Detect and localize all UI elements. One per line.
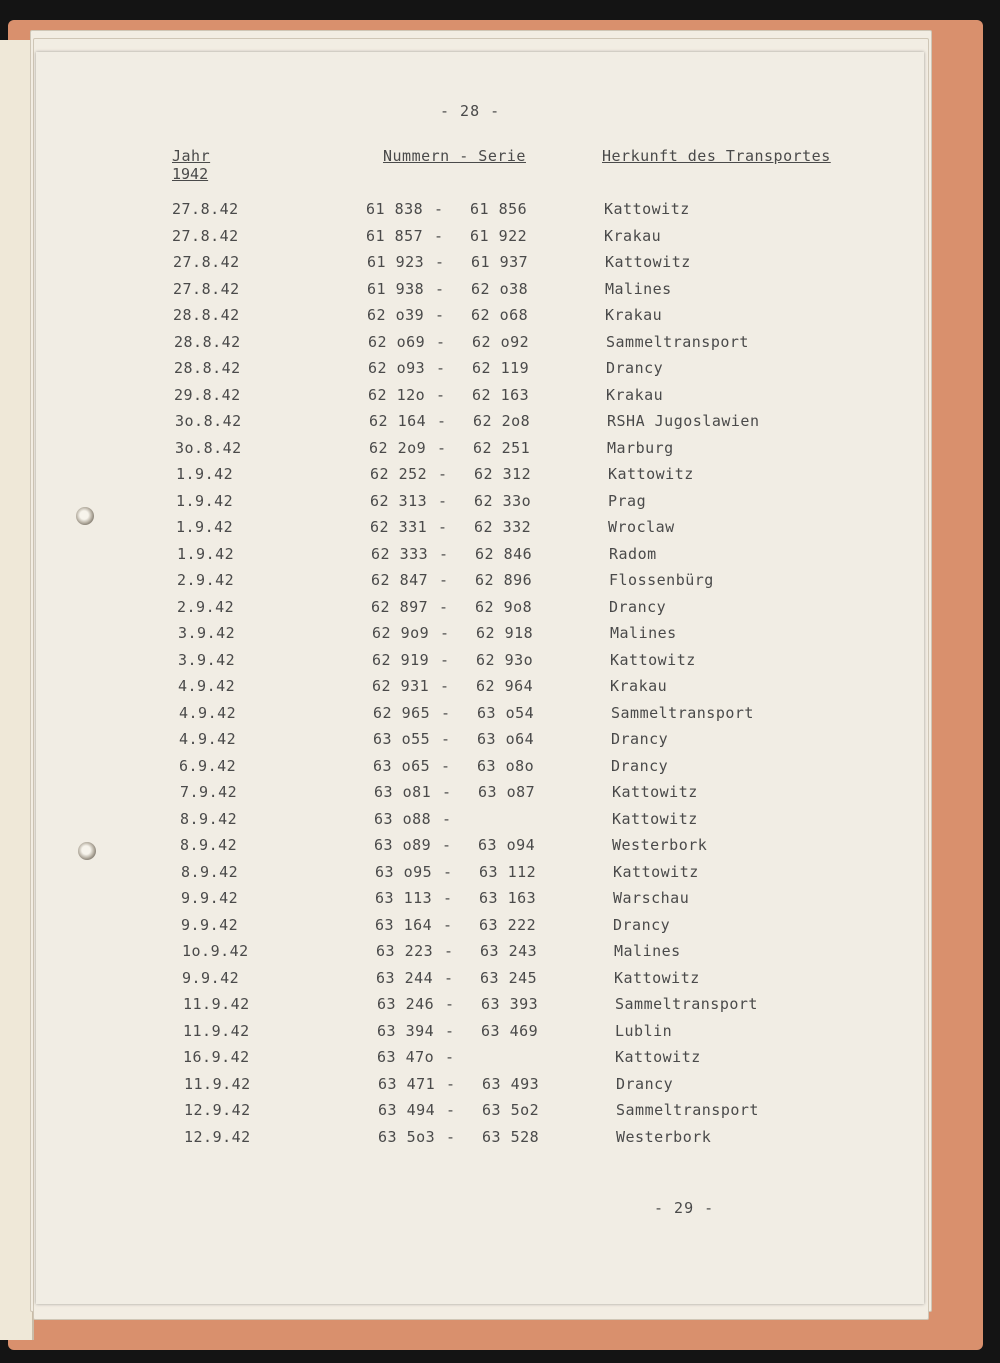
number-from-cell: 63 o88 <box>374 809 432 828</box>
table-row <box>37 253 925 279</box>
number-to-cell: 62 o68 <box>471 306 529 324</box>
date-cell: 9.9.42 <box>181 889 239 907</box>
origin-cell: Kattowitz <box>613 862 699 881</box>
range-dash: - <box>435 306 445 324</box>
table-row <box>43 757 931 783</box>
number-to-cell: 62 119 <box>472 359 530 377</box>
table-row <box>46 969 934 995</box>
range-dash: - <box>443 889 453 907</box>
table-row <box>47 1048 935 1074</box>
number-to-cell: 61 937 <box>471 253 529 271</box>
number-to-cell: 62 o92 <box>472 332 530 351</box>
range-dash: - <box>438 518 448 536</box>
range-dash: - <box>445 1048 455 1066</box>
range-dash: - <box>439 544 449 563</box>
date-cell: 8.9.42 <box>180 836 238 854</box>
number-to-cell: 63 469 <box>481 1021 539 1040</box>
date-cell: 2.9.42 <box>177 571 235 589</box>
number-from-cell: 62 252 <box>370 465 428 483</box>
origin-cell: Sammeltransport <box>611 703 754 722</box>
date-cell: 3o.8.42 <box>175 412 242 430</box>
date-cell: 27.8.42 <box>173 279 240 298</box>
number-from-cell: 62 931 <box>372 677 430 695</box>
date-cell: 3.9.42 <box>178 624 236 642</box>
number-from-cell: 62 897 <box>371 597 429 616</box>
origin-cell: Wroclaw <box>608 518 675 536</box>
origin-cell: Flossenbürg <box>609 571 714 589</box>
table-row <box>48 1128 936 1154</box>
date-cell: 4.9.42 <box>179 703 237 722</box>
number-to-cell: 62 9o8 <box>475 597 533 616</box>
number-from-cell: 63 164 <box>375 915 433 934</box>
range-dash: - <box>435 253 445 271</box>
origin-cell: Kattowitz <box>614 968 700 987</box>
number-from-cell: 62 2o9 <box>369 438 427 457</box>
range-dash: - <box>444 942 454 960</box>
range-dash: - <box>437 412 447 430</box>
date-cell: 28.8.42 <box>174 332 241 351</box>
origin-cell: Drancy <box>609 597 667 616</box>
range-dash: - <box>443 862 453 881</box>
range-dash: - <box>439 571 449 589</box>
table-row <box>44 783 932 809</box>
table-row <box>45 916 933 942</box>
origin-cell: Kattowitz <box>608 465 694 483</box>
table-row <box>43 730 931 756</box>
table-row <box>38 333 926 359</box>
origin-cell: Kattowitz <box>612 809 698 828</box>
origin-cell: Drancy <box>611 730 669 748</box>
number-to-cell: 62 33o <box>474 491 532 510</box>
number-from-cell: 62 o69 <box>368 332 426 351</box>
number-from-cell: 62 331 <box>370 518 428 536</box>
date-cell: 9.9.42 <box>181 915 239 934</box>
number-to-cell: 62 918 <box>476 624 534 642</box>
number-from-cell: 61 857 <box>366 226 424 245</box>
date-cell: 4.9.42 <box>178 677 236 695</box>
table-row <box>42 651 930 677</box>
table-row <box>44 810 932 836</box>
number-from-cell: 62 333 <box>371 544 429 563</box>
origin-cell: Kattowitz <box>605 253 691 271</box>
origin-cell: Sammeltransport <box>606 332 749 351</box>
date-cell: 7.9.42 <box>180 783 238 801</box>
range-dash: - <box>444 968 454 987</box>
date-cell: 8.9.42 <box>181 862 239 881</box>
number-to-cell: 63 o8o <box>477 756 535 775</box>
number-from-cell: 63 471 <box>378 1074 436 1093</box>
range-dash: - <box>445 995 455 1013</box>
range-dash: - <box>442 783 452 801</box>
number-to-cell: 63 528 <box>482 1127 540 1146</box>
number-to-cell: 62 251 <box>473 438 531 457</box>
table-row <box>37 280 925 306</box>
range-dash: - <box>438 491 448 510</box>
number-to-cell: 63 163 <box>479 889 537 907</box>
number-to-cell: 63 393 <box>481 995 539 1013</box>
date-cell: 1.9.42 <box>176 465 234 483</box>
number-from-cell: 63 494 <box>378 1101 436 1119</box>
number-to-cell: 62 o38 <box>471 279 529 298</box>
range-dash: - <box>446 1127 456 1146</box>
header-origin: Herkunft des Transportes <box>602 147 831 165</box>
date-cell: 12.9.42 <box>184 1101 251 1119</box>
range-dash: - <box>442 809 452 828</box>
origin-cell: Sammeltransport <box>616 1101 759 1119</box>
number-to-cell: 62 896 <box>475 571 533 589</box>
origin-cell: Kattowitz <box>612 783 698 801</box>
table-row <box>48 1101 936 1127</box>
origin-cell: Drancy <box>606 359 664 377</box>
number-from-cell: 61 938 <box>367 279 425 298</box>
table-row <box>40 465 928 491</box>
table-row <box>47 995 935 1021</box>
origin-cell: Krakau <box>606 385 664 404</box>
origin-cell: Prag <box>608 491 647 510</box>
origin-cell: Radom <box>609 544 657 563</box>
number-from-cell: 62 164 <box>369 412 427 430</box>
range-dash: - <box>434 200 444 218</box>
date-cell: 3.9.42 <box>178 650 236 669</box>
number-from-cell: 63 394 <box>377 1021 435 1040</box>
date-cell: 11.9.42 <box>183 1021 250 1040</box>
header-year: Jahr <box>172 147 211 165</box>
origin-cell: Kattowitz <box>615 1048 701 1066</box>
date-cell: 11.9.42 <box>184 1074 251 1093</box>
number-from-cell: 63 246 <box>377 995 435 1013</box>
origin-cell: Westerbork <box>612 836 708 854</box>
number-to-cell: 63 o87 <box>478 783 536 801</box>
range-dash: - <box>441 730 451 748</box>
table-row <box>43 704 931 730</box>
origin-cell: Westerbork <box>616 1127 712 1146</box>
number-to-cell: 62 93o <box>476 650 534 669</box>
date-cell: 4.9.42 <box>179 730 237 748</box>
number-from-cell: 62 965 <box>373 703 431 722</box>
table-row <box>39 412 927 438</box>
number-from-cell: 62 847 <box>371 571 429 589</box>
number-from-cell: 63 o65 <box>373 756 431 775</box>
range-dash: - <box>440 624 450 642</box>
date-cell: 28.8.42 <box>173 306 240 324</box>
number-from-cell: 62 919 <box>372 650 430 669</box>
date-cell: 2.9.42 <box>177 597 235 616</box>
number-from-cell: 63 223 <box>376 942 434 960</box>
date-cell: 9.9.42 <box>182 968 240 987</box>
range-dash: - <box>434 226 444 245</box>
number-from-cell: 63 o95 <box>375 862 433 881</box>
range-dash: - <box>442 836 452 854</box>
table-row <box>40 518 928 544</box>
range-dash: - <box>446 1074 456 1093</box>
header-numbers: Nummern - Serie <box>383 147 526 165</box>
number-from-cell: 61 923 <box>367 253 425 271</box>
origin-cell: Malines <box>610 624 677 642</box>
number-to-cell: 63 o94 <box>478 836 536 854</box>
number-to-cell: 62 332 <box>474 518 532 536</box>
origin-cell: Krakau <box>604 226 662 245</box>
header-year-value: 1942 <box>172 165 209 183</box>
origin-cell: Krakau <box>610 677 668 695</box>
range-dash: - <box>438 465 448 483</box>
range-dash: - <box>437 438 447 457</box>
date-cell: 27.8.42 <box>172 226 239 245</box>
document-page <box>36 52 924 1304</box>
table-row <box>47 1022 935 1048</box>
number-to-cell: 63 112 <box>479 862 537 881</box>
range-dash: - <box>445 1021 455 1040</box>
page-number-bottom: - 29 - <box>654 1199 715 1217</box>
number-to-cell: 63 222 <box>479 915 537 934</box>
date-cell: 8.9.42 <box>180 809 238 828</box>
origin-cell: Drancy <box>616 1074 674 1093</box>
origin-cell: RSHA Jugoslawien <box>607 412 760 430</box>
table-row <box>48 1075 936 1101</box>
table-row <box>38 386 926 412</box>
number-from-cell: 63 244 <box>376 968 434 987</box>
date-cell: 12.9.42 <box>184 1127 251 1146</box>
number-from-cell: 63 47o <box>377 1048 435 1066</box>
origin-cell: Drancy <box>613 915 671 934</box>
table-row <box>38 359 926 385</box>
origin-cell: Drancy <box>611 756 669 775</box>
origin-cell: Malines <box>614 942 681 960</box>
table-row <box>45 889 933 915</box>
table-row <box>39 439 927 465</box>
number-to-cell: 63 245 <box>480 968 538 987</box>
origin-cell: Kattowitz <box>604 200 690 218</box>
date-cell: 6.9.42 <box>179 756 237 775</box>
number-to-cell: 62 163 <box>472 385 530 404</box>
range-dash: - <box>443 915 453 934</box>
number-to-cell: 63 o64 <box>477 730 535 748</box>
number-from-cell: 63 5o3 <box>378 1127 436 1146</box>
date-cell: 27.8.42 <box>173 253 240 271</box>
origin-cell: Krakau <box>605 306 663 324</box>
table-row <box>40 492 928 518</box>
table-row <box>41 571 929 597</box>
date-cell: 11.9.42 <box>183 995 250 1013</box>
date-cell: 1.9.42 <box>176 491 234 510</box>
number-from-cell: 62 12o <box>368 385 426 404</box>
range-dash: - <box>436 385 446 404</box>
range-dash: - <box>439 597 449 616</box>
number-to-cell: 63 o54 <box>477 703 535 722</box>
number-from-cell: 63 o89 <box>374 836 432 854</box>
table-row <box>42 677 930 703</box>
number-to-cell: 61 922 <box>470 226 528 245</box>
number-from-cell: 63 o81 <box>374 783 432 801</box>
table-row <box>36 200 924 226</box>
page-number-top: - 28 - <box>440 102 501 120</box>
table-row <box>37 306 925 332</box>
number-from-cell: 62 o39 <box>367 306 425 324</box>
number-from-cell: 61 838 <box>366 200 424 218</box>
number-to-cell: 63 493 <box>482 1074 540 1093</box>
number-to-cell: 62 312 <box>474 465 532 483</box>
date-cell: 29.8.42 <box>174 385 241 404</box>
number-from-cell: 62 o93 <box>368 359 426 377</box>
origin-cell: Sammeltransport <box>615 995 758 1013</box>
table-row <box>46 942 934 968</box>
number-from-cell: 62 9o9 <box>372 624 430 642</box>
number-to-cell: 62 846 <box>475 544 533 563</box>
number-to-cell: 62 964 <box>476 677 534 695</box>
table-row <box>44 836 932 862</box>
range-dash: - <box>436 332 446 351</box>
range-dash: - <box>435 279 445 298</box>
date-cell: 1o.9.42 <box>182 942 249 960</box>
table-row <box>42 624 930 650</box>
range-dash: - <box>440 650 450 669</box>
origin-cell: Malines <box>605 279 672 298</box>
table-row <box>36 227 924 253</box>
binder-left-pages <box>0 40 34 1340</box>
date-cell: 3o.8.42 <box>175 438 242 457</box>
number-from-cell: 62 313 <box>370 491 428 510</box>
number-to-cell: 63 243 <box>480 942 538 960</box>
number-from-cell: 63 113 <box>375 889 433 907</box>
number-to-cell: 63 5o2 <box>482 1101 540 1119</box>
date-cell: 27.8.42 <box>172 200 239 218</box>
table-row <box>41 598 929 624</box>
origin-cell: Warschau <box>613 889 690 907</box>
date-cell: 16.9.42 <box>183 1048 250 1066</box>
date-cell: 28.8.42 <box>174 359 241 377</box>
range-dash: - <box>441 756 451 775</box>
table-row <box>45 863 933 889</box>
range-dash: - <box>440 677 450 695</box>
range-dash: - <box>446 1101 456 1119</box>
number-to-cell: 61 856 <box>470 200 528 218</box>
number-to-cell: 62 2o8 <box>473 412 531 430</box>
date-cell: 1.9.42 <box>177 544 235 563</box>
range-dash: - <box>441 703 451 722</box>
table-row <box>41 545 929 571</box>
origin-cell: Lublin <box>615 1021 673 1040</box>
range-dash: - <box>436 359 446 377</box>
origin-cell: Kattowitz <box>610 650 696 669</box>
number-from-cell: 63 o55 <box>373 730 431 748</box>
date-cell: 1.9.42 <box>176 518 234 536</box>
origin-cell: Marburg <box>607 438 674 457</box>
